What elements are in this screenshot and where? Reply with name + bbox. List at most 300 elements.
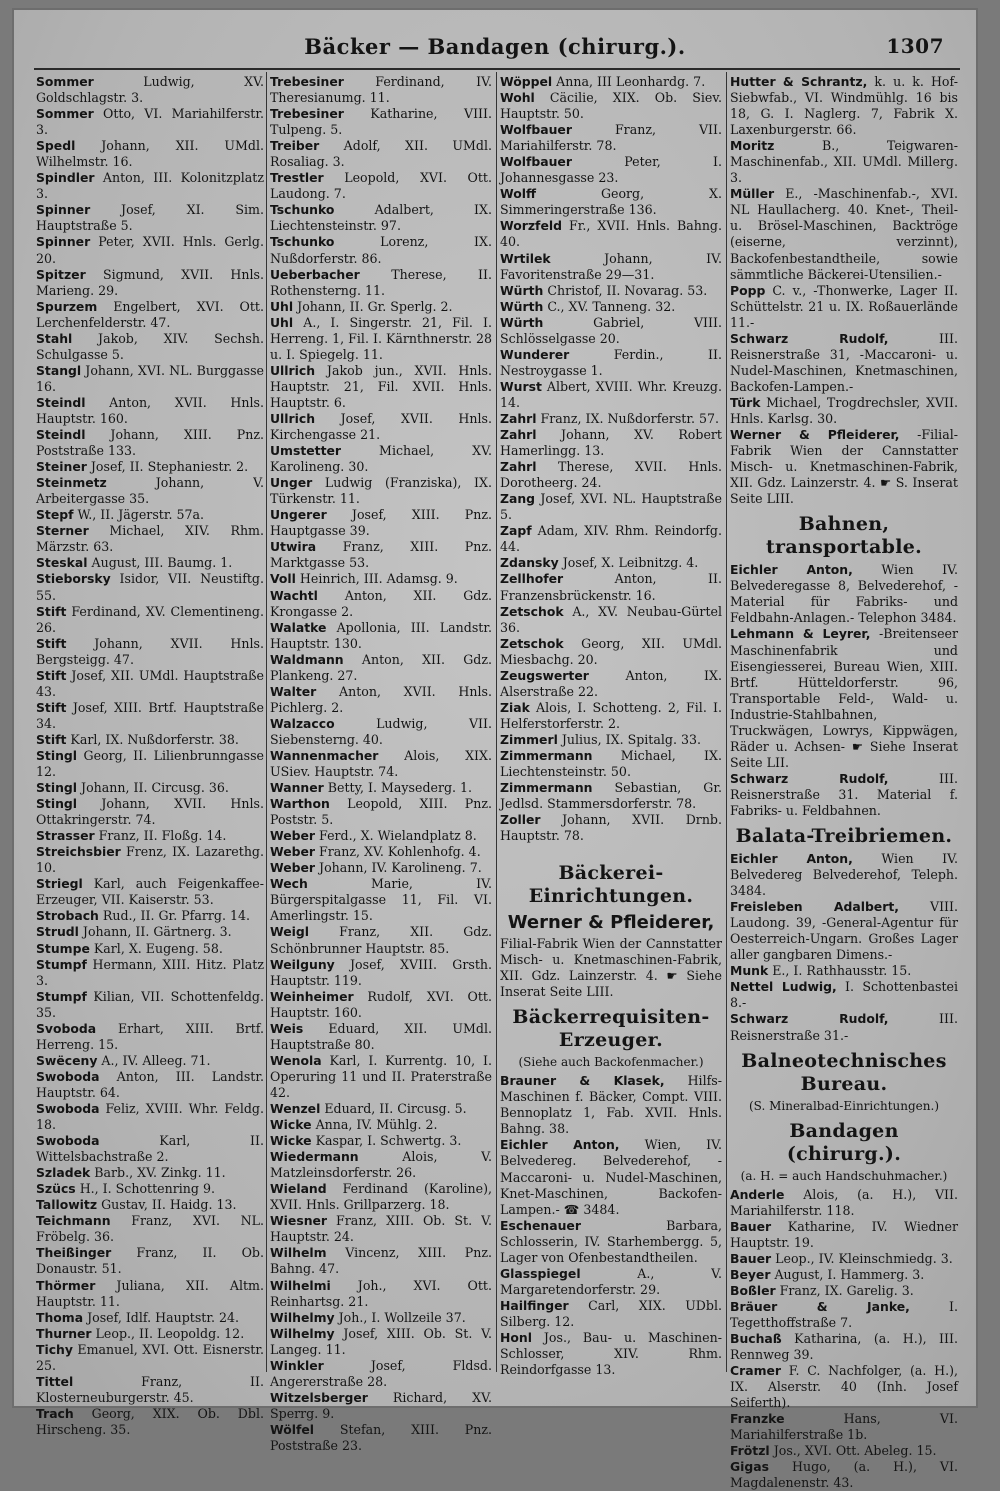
directory-entry	[500, 347, 722, 379]
entry-address: C. v., -Thonwerke, Lager II. Schüttelstr. 21 u. IX. Roßauerlände 11.-	[730, 282, 958, 330]
directory-entry	[36, 74, 264, 106]
directory-entry	[730, 1411, 958, 1443]
entry-name: Wiesner	[270, 1213, 328, 1229]
entry-name: Spedl	[36, 138, 76, 154]
directory-entry	[730, 1459, 958, 1491]
entry-address: Anton, XVII. Hnls. Pichlerg. 2.	[270, 683, 492, 715]
directory-entry	[270, 170, 492, 202]
entry-address: Wien, IV. Belvedereg. Belvederehof, -Maccaroni- u. Nudel-Maschinen, Knet-Maschinen, Backofen-Lampen.- ☎ 3484.	[500, 1137, 722, 1217]
entry-name: Waldmann	[270, 651, 344, 667]
entry-name: Bauer	[730, 1250, 772, 1266]
directory-entry	[36, 202, 264, 234]
entry-name: Szücs	[36, 1181, 76, 1197]
entry-name: Stift	[36, 635, 67, 651]
directory-entry	[270, 539, 492, 571]
column-divider	[496, 72, 497, 1372]
entry-address: k. u. k. Hof-Siebwfab., VI. Windmühlg. 16 bis 18, G. I. Naglerg. 7, Fabrik X. Laxenburgerstr. 66.	[730, 74, 958, 138]
entry-name: Zang	[500, 491, 536, 507]
directory-entry	[500, 459, 722, 491]
column-divider	[726, 72, 727, 1372]
directory-entry	[500, 283, 722, 299]
directory-entry	[36, 427, 264, 459]
entry-name: Zimmermann	[500, 747, 593, 763]
entry-name: Hailfinger	[500, 1297, 569, 1313]
entry-name: Stieborsky	[36, 571, 111, 587]
entry-name: Steindl	[36, 427, 86, 443]
entry-name: Ueberbacher	[270, 266, 360, 282]
directory-entry	[500, 780, 722, 812]
entry-address: Fr., XVII. Hnls. Bahng. 40.	[500, 218, 722, 250]
entry-address: Georg, XIX. Ob. Dbl. Hirscheng. 35.	[36, 1405, 264, 1437]
entry-address: Anton, XII. Gdz. Krongasse 2.	[270, 587, 492, 619]
entry-name: Stift	[36, 667, 67, 683]
entry-address: Johann, XV. Robert Hamerlingg. 13.	[500, 427, 722, 459]
entry-name: Thörmer	[36, 1277, 96, 1293]
directory-entry	[500, 154, 722, 186]
directory-entry	[500, 411, 722, 427]
entry-address: Richard, XV. Sperrg. 9.	[270, 1389, 492, 1421]
directory-entry	[36, 106, 264, 138]
entry-address: Karl, X. Eugeng. 58.	[89, 940, 223, 956]
entry-name: Tallowitz	[36, 1197, 98, 1213]
entry-address: W., II. Jägerstr. 57a.	[73, 507, 205, 523]
entry-address: Barb., XV. Zinkg. 11.	[90, 1165, 226, 1181]
column-4	[730, 74, 959, 1491]
directory-entry	[36, 941, 264, 957]
header-rule	[34, 68, 960, 70]
page-number: 1307	[886, 34, 944, 58]
entry-address: A., IV. Alleeg. 71.	[97, 1052, 211, 1068]
directory-entry	[270, 957, 492, 989]
directory-entry	[270, 844, 492, 860]
entry-address: -Breitenseer Maschinenfabrik und Eisengiesserei, Bureau Wien, XIII. Brtf. Hütteldorferstr. 96, Transportable Feld-, Wald- u. Industrie-Stahlbahnen, Truckwägen, Lowrys, Kippwägen, Räder u. Achsen- ☛ Siehe Inserat Seite LII.	[730, 626, 959, 770]
directory-entry	[36, 1278, 264, 1310]
entry-name: Striegl	[36, 876, 83, 892]
entry-address: Joh., I. Wollzeile 37.	[334, 1309, 466, 1325]
directory-entry	[270, 828, 492, 844]
entry-name: Wanner	[270, 780, 324, 796]
directory-entry	[36, 1069, 264, 1101]
entry-name: Zellhofer	[500, 571, 564, 587]
entry-name: Swoboda	[36, 1101, 100, 1116]
entry-address: Sigmund, XVII. Hnls. Marieng. 29.	[36, 266, 264, 298]
directory-entry	[500, 491, 722, 523]
entry-address: Joh., XVI. Ott. Reinhartsg. 21.	[270, 1277, 492, 1309]
directory-entry	[730, 395, 958, 427]
column-divider	[266, 72, 267, 1372]
entry-address: Josef, XIII. Ob. St. V. Langeg. 11.	[270, 1325, 492, 1357]
directory-entry	[36, 555, 264, 571]
entry-address: Johann, XVI. NL. Burggasse 16.	[36, 362, 264, 394]
directory-entry	[36, 1165, 264, 1181]
entry-name: Wenola	[270, 1052, 322, 1068]
directory-entry	[500, 251, 722, 283]
entry-address: Alois, I. Schotteng. 2, Fil. I. Helferstorferstr. 2.	[500, 699, 722, 731]
directory-entry	[36, 604, 264, 636]
entry-name: Beyer	[730, 1266, 771, 1282]
entry-address: Isidor, VII. Neustiftg. 55.	[36, 571, 264, 603]
entry-name: Schwarz Rudolf,	[730, 770, 889, 786]
directory-entry	[270, 1181, 492, 1213]
directory-entry	[730, 1331, 958, 1363]
directory-entry	[36, 796, 264, 828]
entry-address: Michael, XV. Karolineng. 30.	[270, 443, 492, 475]
directory-entry	[270, 363, 492, 411]
directory-entry	[730, 74, 958, 138]
entry-address: Josef, X. Leibnitzg. 4.	[558, 555, 699, 571]
entry-address: Franz, XII. Gdz. Schönbrunner Hauptstr. 85.	[270, 924, 492, 956]
entry-address: Alois, XIX. USiev. Hauptstr. 74.	[270, 747, 492, 780]
section-heading: Bäckerei-Einrichtungen.	[528, 862, 694, 908]
entry-address: Josef, XVIII. Grsth. Hauptstr. 119.	[270, 956, 492, 988]
entry-address: August, I. Hammerg. 3.	[770, 1266, 925, 1282]
directory-entry	[730, 562, 958, 626]
entry-address: Johann, XVII. Hnls. Ottakringerstr. 74.	[36, 796, 264, 828]
directory-entry	[270, 796, 492, 828]
directory-entry	[730, 963, 958, 979]
directory-entry	[36, 507, 264, 523]
entry-name: Sommer	[36, 74, 94, 89]
directory-entry	[36, 989, 264, 1021]
entry-name: Steindl	[36, 394, 86, 410]
section-heading: Balata-Treibriemen.	[735, 825, 953, 848]
entry-address: Franz, II. Klosterneuburgerstr. 45.	[36, 1373, 264, 1405]
advert-heading: Werner & Pfleiderer,	[507, 912, 715, 934]
entry-name: Strobach	[36, 908, 99, 924]
directory-entry	[270, 684, 492, 716]
entry-address: Franz, XV. Kohlenhofg. 4.	[315, 844, 481, 860]
directory-entry	[270, 1245, 492, 1277]
entry-address: Jos., Bau- u. Maschinen-Schlosser, XIV. Rhm. Reindorfgasse 13.	[500, 1330, 722, 1378]
directory-entry	[36, 1053, 264, 1069]
directory-entry	[270, 1326, 492, 1358]
entry-address: Anna, III Leonhardg. 7.	[552, 74, 706, 89]
directory-entry	[730, 626, 958, 770]
entry-address: Gabriel, VIII. Schlösselgasse 20.	[500, 314, 722, 346]
directory-entry	[36, 234, 264, 266]
entry-name: Walatke	[270, 619, 327, 635]
entry-address: Franz, IX. Garelig. 3.	[775, 1282, 914, 1298]
directory-entry	[730, 1011, 958, 1043]
entry-address: Ludwig (Franziska), IX. Türkenstr. 11.	[270, 475, 492, 507]
entry-name: Munk	[730, 963, 769, 979]
entry-name: Cramer	[730, 1363, 781, 1379]
entry-address: Josef, XVII. Hnls. Kirchengasse 21.	[270, 410, 492, 443]
entry-address: Franz, XVI. NL. Fröbelg. 36.	[36, 1213, 264, 1245]
directory-entry	[36, 331, 264, 363]
directory-entry	[36, 924, 264, 940]
entry-address: Franz, VII. Mariahilferstr. 78.	[500, 122, 722, 154]
directory-entry	[730, 138, 958, 186]
entry-name: Nettel Ludwig,	[730, 979, 837, 995]
entry-name: Thoma	[36, 1309, 84, 1325]
entry-address: Kilian, VII. Schottenfeldg. 35.	[36, 988, 264, 1020]
entry-address: Katharine, VIII. Tulpeng. 5.	[270, 106, 492, 138]
directory-entry	[270, 748, 492, 780]
directory-entry	[730, 1187, 958, 1219]
entry-address: Josef, Fldsd. Angererstraße 28.	[270, 1357, 492, 1389]
entry-address: Juliana, XII. Altm. Hauptstr. 11.	[36, 1277, 264, 1309]
entry-name: Zetschok	[500, 635, 564, 651]
directory-entry	[270, 267, 492, 299]
entry-address: Erhart, XIII. Brtf. Herreng. 15.	[36, 1020, 264, 1052]
entry-name: Stift	[36, 603, 67, 619]
directory-entry	[270, 652, 492, 684]
entry-address: A., I. Singerstr. 21, Fil. I. Herreng. 1, Fil. I. Kärnthnerstr. 28 u. I. Spiegelg. 11.	[270, 314, 492, 362]
entry-name: Würth	[500, 314, 544, 330]
directory-entry	[270, 924, 492, 956]
entry-name: Eichler Anton,	[730, 851, 853, 867]
directory-entry	[500, 1137, 722, 1217]
entry-name: Zimmerl	[500, 731, 558, 747]
entry-name: Stingl	[36, 747, 78, 763]
entry-address: Katharina, (a. H.), III. Rennweg 39.	[730, 1331, 958, 1363]
directory-entry	[270, 620, 492, 652]
entry-name: Weigl	[270, 924, 309, 940]
entry-address: A., XV. Neubau-Gürtel 36.	[500, 603, 722, 635]
entry-address: Adam, XIV. Rhm. Reindorfg. 44.	[500, 523, 722, 555]
entry-address: Josef, XVI. NL. Hauptstraße 5.	[500, 491, 722, 523]
entry-name: Spinner	[36, 234, 91, 250]
directory-entry	[270, 780, 492, 796]
entry-name: Zapf	[500, 523, 532, 539]
directory-entry	[36, 1021, 264, 1053]
directory-entry	[500, 122, 722, 154]
entry-address: A., V. Margaretendorferstr. 29.	[500, 1265, 722, 1297]
directory-entry	[270, 411, 492, 443]
entry-address: Jos., XVI. Ott. Abeleg. 15.	[769, 1443, 937, 1459]
entry-address: VIII. Laudong. 39, -General-Agentur für Oesterreich-Ungarn. Großes Lager aller gangbaren Dimens.-	[730, 899, 959, 963]
entry-name: Spindler	[36, 170, 95, 186]
entry-name: Ziak	[500, 699, 530, 715]
entry-address: Anton, XVII. Hnls. Hauptstr. 160.	[36, 394, 264, 426]
entry-name: Svoboda	[36, 1020, 97, 1036]
entry-address: Kaspar, I. Schwertg. 3.	[311, 1133, 462, 1149]
entry-address: Rudolf, XVI. Ott. Hauptstr. 160.	[270, 988, 492, 1020]
entry-address: Johann, XIII. Pnz. Poststraße 133.	[36, 427, 264, 459]
entry-address: Johann, IV. Favoritenstraße 29—31.	[500, 250, 722, 282]
entry-address: Anton, III. Kolonitzplatz 3.	[36, 170, 264, 202]
directory-entry	[500, 379, 722, 411]
entry-name: Wolfbauer	[500, 122, 572, 138]
column-1	[36, 74, 264, 1437]
section-heading: Bahnen, transportable.	[765, 513, 923, 559]
entry-name: Zetschok	[500, 603, 564, 619]
entry-name: Türk	[730, 394, 761, 410]
entry-address: Georg, XII. UMdl. Miesbachg. 20.	[500, 635, 722, 667]
entry-address: Jakob, XIV. Sechsh. Schulgasse 5.	[36, 330, 264, 362]
entry-address: Eduard, II. Circusg. 5.	[320, 1101, 467, 1116]
directory-entry	[500, 186, 722, 218]
entry-name: Swëceny	[36, 1052, 98, 1068]
entry-name: Walzacco	[270, 715, 335, 731]
section-note: (Siehe auch Backofenmacher.)	[518, 1055, 704, 1070]
entry-address: Michael, XIV. Rhm. Märzstr. 63.	[36, 523, 264, 555]
directory-entry	[270, 1422, 492, 1454]
entry-address: Engelbert, XVI. Ott. Lerchenfelderstr. 47.	[36, 298, 264, 330]
entry-address: Lorenz, IX. Nußdorferstr. 86.	[270, 234, 492, 266]
entry-name: Steinmetz	[36, 475, 107, 491]
directory-page	[12, 8, 978, 1491]
directory-entry	[36, 299, 264, 331]
directory-entry	[36, 700, 264, 732]
entry-name: Swoboda	[36, 1133, 100, 1149]
directory-entry	[730, 1251, 958, 1267]
directory-entry	[730, 283, 958, 331]
entry-address: Ferd., X. Wielandplatz 8.	[315, 828, 477, 844]
directory-entry	[270, 571, 492, 587]
directory-entry	[36, 267, 264, 299]
entry-address: August, III. Baumg. 1.	[87, 555, 233, 571]
entry-name: Eichler Anton,	[500, 1137, 620, 1153]
entry-name: Sterner	[36, 523, 89, 539]
directory-entry	[730, 331, 958, 395]
directory-entry	[500, 299, 722, 315]
entry-address: F. C. Nachfolger, (a. H.), IX. Alserstr. 40 (Inh. Josef Seiferth).	[730, 1363, 958, 1411]
entry-name: Weber	[270, 860, 316, 876]
directory-entry	[730, 1267, 958, 1283]
entry-name: Stumpe	[36, 940, 90, 956]
entry-name: Tschunko	[270, 202, 335, 218]
entry-name: Moritz	[730, 138, 775, 154]
entry-name: Weber	[270, 844, 316, 860]
entry-name: Ullrich	[270, 410, 316, 426]
entry-name: Trach	[36, 1405, 74, 1421]
entry-name: Tschunko	[270, 234, 335, 250]
entry-address: Peter, I. Johannesgasse 23.	[500, 154, 722, 186]
entry-address: Christof, II. Novarag. 53.	[543, 282, 708, 298]
entry-address: Wien IV. Belvedereg Belvederehof, Teleph. 3484.	[730, 851, 958, 899]
entry-name: Werner & Pfleiderer,	[730, 427, 900, 443]
directory-entry	[36, 363, 264, 395]
entry-address: III. Reisnerstraße 31, -Maccaroni- u. Nudel-Maschinen, Knetmaschinen, Backofen-Lampen.-	[730, 330, 958, 394]
entry-address: Marie, IV. Bürgerspitalgasse 11, Fil. VI. Amerlingstr. 15.	[270, 876, 492, 924]
directory-entry	[730, 899, 958, 963]
entry-address: Ferdinand, IV. Theresianumg. 11.	[270, 74, 492, 106]
entry-address: Alois, V. Matzleinsdorferstr. 26.	[270, 1149, 492, 1181]
advert-body: Filial-Fabrik Wien der Cannstatter Misch- u. Knetmaschinen-Fabrik, XII. Gdz. Lainzerstr. 4. ☛ Siehe Inserat Seite LIII.	[500, 936, 722, 1000]
directory-entry	[730, 1219, 958, 1251]
directory-entry	[270, 1133, 492, 1149]
directory-entry	[270, 1278, 492, 1310]
directory-entry	[36, 908, 264, 924]
directory-entry	[36, 876, 264, 908]
entry-address: Franz, XIII. Pnz. Marktgasse 53.	[270, 539, 492, 571]
entry-address: Heinrich, III. Adamsg. 9.	[295, 571, 458, 587]
entry-name: Anderle	[730, 1186, 785, 1202]
entry-name: Zahrl	[500, 427, 537, 443]
column-2	[270, 74, 492, 1453]
section-note: (a. H. = auch Handschuhmacher.)	[740, 1168, 948, 1183]
entry-address: Ludwig, XV. Goldschlagstr. 3.	[36, 74, 264, 106]
entry-name: Eschenauer	[500, 1217, 581, 1233]
entry-address: Leop., IV. Kleinschmiedg. 3.	[771, 1250, 953, 1266]
entry-address: Ferdin., II. Nestroygasse 1.	[500, 346, 722, 378]
entry-name: Lehmann & Leyrer,	[730, 626, 871, 642]
directory-entry	[36, 395, 264, 427]
entry-address: Karl, auch Feigenkaffee-Erzeuger, VII. Kaiserstr. 53.	[36, 876, 264, 908]
entry-address: Ferdinand, XV. Clementineng. 26.	[36, 603, 264, 635]
entry-name: Wiedermann	[270, 1149, 359, 1165]
directory-entry	[730, 186, 958, 282]
directory-entry	[500, 571, 722, 603]
directory-entry	[36, 828, 264, 844]
entry-name: Wachtl	[270, 587, 318, 603]
directory-entry	[500, 1298, 722, 1330]
entry-name: Umstetter	[270, 443, 342, 459]
entry-name: Sommer	[36, 106, 94, 122]
entry-name: Würth	[500, 298, 544, 314]
entry-name: Popp	[730, 282, 766, 298]
directory-entry	[270, 588, 492, 620]
entry-address: Johann, XII. UMdl. Wilhelmstr. 16.	[36, 138, 264, 170]
entry-name: Frötzl	[730, 1443, 770, 1459]
directory-entry	[500, 427, 722, 459]
entry-address: Josef, II. Stephaniestr. 2.	[86, 459, 249, 475]
directory-entry	[500, 74, 722, 90]
entry-address: Wien IV. Belvederegasse 8, Belvederehof, -Material für Fabriks- und Feldbahn-Anlagen.- Telephon 3484.	[730, 562, 958, 626]
entry-address: Karl, I. Kurrentg. 10, I. Operuring 11 und II. Praterstraße 42.	[270, 1052, 492, 1100]
directory-entry	[500, 315, 722, 347]
entry-address: Anton, II. Franzensbrückenstr. 16.	[500, 571, 722, 603]
directory-entry	[500, 523, 722, 555]
directory-entry	[500, 732, 722, 748]
entry-address: Cäcilie, XIX. Ob. Siev. Hauptstr. 50.	[500, 90, 722, 122]
entry-address: Michael, IX. Liechtensteinstr. 50.	[500, 747, 722, 780]
directory-entry	[36, 138, 264, 170]
directory-entry	[270, 1117, 492, 1133]
section-heading: Balneotechnisches Bureau.	[741, 1049, 947, 1095]
entry-name: Worzfeld	[500, 218, 562, 234]
entry-address: Hermann, XIII. Hitz. Platz 3.	[36, 956, 264, 988]
entry-address: Johann, II. Gärtnerg. 3.	[78, 924, 232, 940]
directory-entry	[36, 1374, 264, 1406]
directory-entry	[500, 748, 722, 780]
entry-name: Wölfel	[270, 1421, 315, 1437]
entry-name: Wilhelm	[270, 1245, 327, 1261]
entry-name: Stift	[36, 699, 67, 715]
entry-name: Uhl	[270, 298, 294, 314]
entry-address: I. Tegetthoffstraße 7.	[730, 1298, 958, 1330]
directory-entry	[36, 1213, 264, 1245]
entry-address: Franz, XIII. Ob. St. V. Hauptstr. 24.	[270, 1213, 492, 1245]
entry-name: Zimmermann	[500, 780, 593, 796]
entry-address: Vincenz, XIII. Pnz. Bahng. 47.	[270, 1245, 492, 1277]
directory-entry	[36, 780, 264, 796]
entry-name: Wieland	[270, 1181, 327, 1197]
entry-name: Wunderer	[500, 346, 570, 362]
entry-name: Wenzel	[270, 1101, 321, 1116]
entry-name: Wilhelmy	[270, 1325, 335, 1341]
entry-address: Hugo, (a. H.), VI. Magdalenenstr. 43.	[730, 1459, 958, 1491]
running-title: Bäcker — Bandagen (chirurg.).	[304, 34, 686, 59]
entry-name: Ullrich	[270, 362, 316, 378]
entry-name: Wohl	[500, 90, 535, 106]
entry-name: Schwarz Rudolf,	[730, 330, 889, 346]
entry-name: Hutter & Schrantz,	[730, 74, 868, 89]
entry-name: Glasspiegel	[500, 1265, 581, 1281]
entry-address: Johann, II. Circusg. 36.	[77, 780, 229, 796]
directory-entry	[500, 90, 722, 122]
entry-address: Johann, II. Gr. Sperlg. 2.	[293, 298, 453, 314]
entry-address: Ludwig, VII. Siebensterng. 40.	[270, 715, 492, 747]
directory-entry	[270, 1213, 492, 1245]
directory-entry	[500, 1073, 722, 1137]
entry-name: Trebesiner	[270, 106, 344, 122]
entry-name: Strudl	[36, 924, 79, 940]
entry-address: Anna, IV. Mühlg. 2.	[311, 1117, 438, 1133]
directory-entry	[730, 1363, 958, 1411]
